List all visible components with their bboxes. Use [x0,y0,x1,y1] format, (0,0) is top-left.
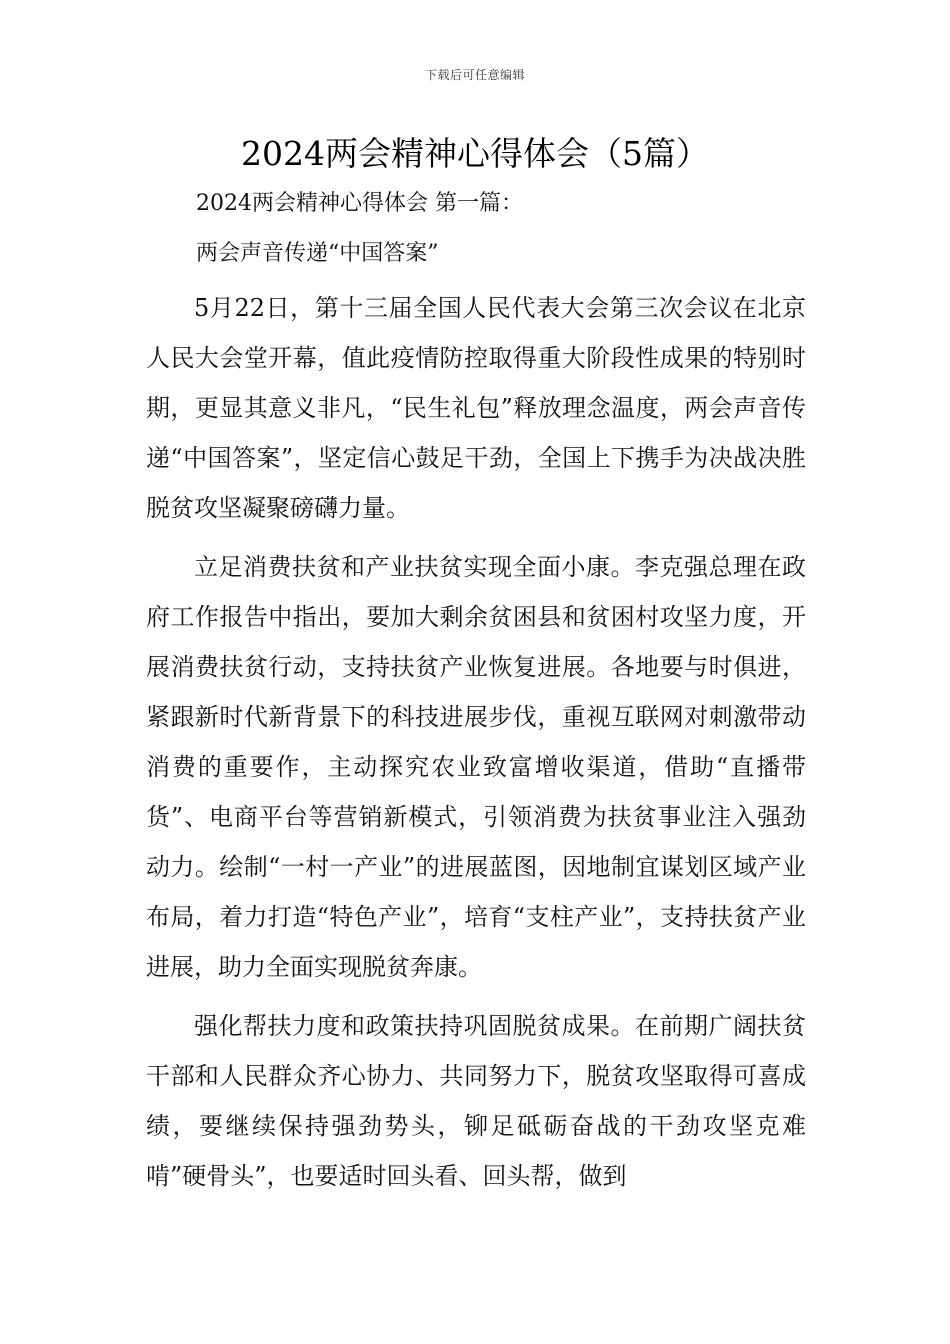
article-title: 两会声音传递“中国答案” [196,241,439,266]
body-paragraph: 5月22日，第十三届全国人民代表大会第三次会议在北京人民大会堂开幕，值此疫情防控取得重大阶段性成果的特别时期，更显其意义非凡，“民生礼包”释放理念温度，两会声音传递“中国答案”，坚定信心鼓足干劲，全国上下携手为决战决胜脱贫攻坚凝聚磅礴力量。 [146,294,806,522]
document-title: 2024两会精神心得体会（5篇） [241,134,709,173]
document-body [146,283,806,1210]
body-paragraph: 强化帮扶力度和政策扶持巩固脱贫成果。在前期广阔扶贫干部和人民群众齐心协力、共同努力下，脱贫攻坚取得可喜成绩，要继续保持强劲势头，铆足砥砺奋战的干劲攻坚克难啃”硬骨头”，也要适时回头看、回头帮，做到 [146,1012,806,1190]
page-header-note: 下载后可任意编辑 [424,68,525,82]
body-paragraph: 立足消费扶贫和产业扶贫实现全面小康。李克强总理在政府工作报告中指出，要加大剩余贫困县和贫困村攻坚力度，开展消费扶贫行动，支持扶贫产业恢复进展。各地要与时俱进，紧跟新时代新背景下的科技进展步伐，重视互联网对刺激带动消费的重要作，主动探究农业致富增收渠道，借助“直播带货”、电商平台等营销新模式，引领消费为扶贫事业注入强劲动力。绘制“一村一产业”的进展蓝图，因地制宜谋划区域产业布局，着力打造“特色产业”，培育“支柱产业”，支持扶贫产业进展，助力全面实现脱贫奔康。 [146,553,806,981]
section-heading: 2024两会精神心得体会 第一篇： [196,191,523,216]
